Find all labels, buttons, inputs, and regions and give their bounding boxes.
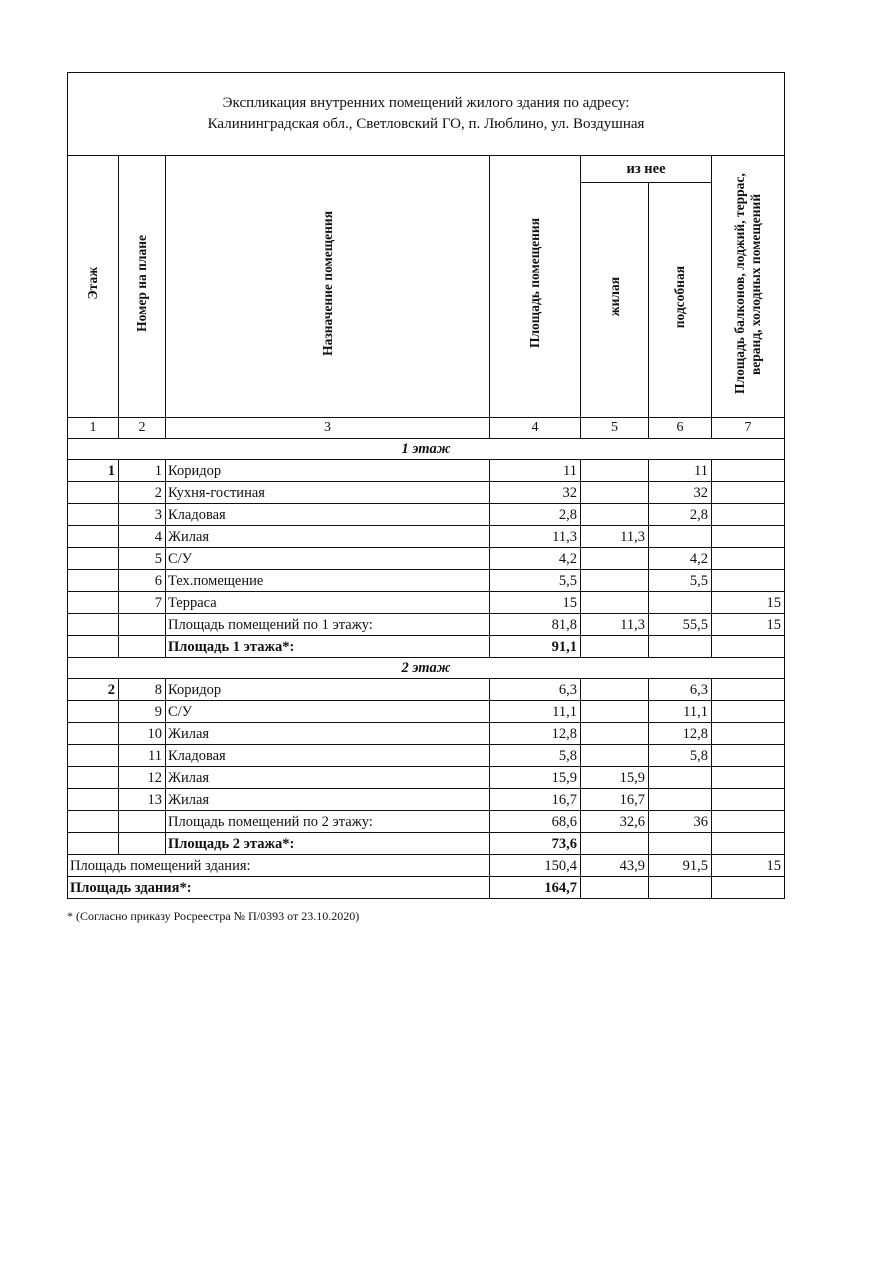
floor-number — [68, 701, 119, 723]
room-aux-area: 6,3 — [649, 679, 712, 701]
room-area: 32 — [490, 482, 581, 504]
header-area: Площадь помещения — [490, 156, 581, 418]
room-aux-area — [649, 526, 712, 548]
room-balcony-area — [712, 460, 785, 482]
room-purpose: С/У — [166, 548, 490, 570]
room-area: 15,9 — [490, 767, 581, 789]
room-area: 12,8 — [490, 723, 581, 745]
room-area: 2,8 — [490, 504, 581, 526]
column-numbers-row — [68, 418, 785, 439]
floor-number — [68, 526, 119, 548]
room-purpose: Жилая — [166, 767, 490, 789]
room-row — [68, 701, 785, 723]
room-balcony-area: 15 — [712, 592, 785, 614]
room-row — [68, 745, 785, 767]
room-row — [68, 570, 785, 592]
col-number: 1 — [68, 418, 119, 439]
total-label: Площадь 1 этажа*: — [166, 636, 490, 658]
room-number: 3 — [119, 504, 166, 526]
building-rooms-area: 150,4 — [490, 855, 581, 877]
floor-number — [68, 723, 119, 745]
header-floor: Этаж — [68, 156, 119, 418]
floor-1-subtotal-row — [68, 614, 785, 636]
floor-1-rows — [68, 460, 785, 614]
room-area: 6,3 — [490, 679, 581, 701]
room-living-area: 15,9 — [581, 767, 649, 789]
room-living-area — [581, 548, 649, 570]
room-area: 4,2 — [490, 548, 581, 570]
building-rooms-living: 43,9 — [581, 855, 649, 877]
room-number: 9 — [119, 701, 166, 723]
room-row — [68, 460, 785, 482]
room-balcony-area — [712, 767, 785, 789]
room-row — [68, 592, 785, 614]
building-rooms-label: Площадь помещений здания: — [68, 855, 490, 877]
floor-number — [68, 767, 119, 789]
room-number: 1 — [119, 460, 166, 482]
room-area: 16,7 — [490, 789, 581, 811]
subtotal-aux: 55,5 — [649, 614, 712, 636]
room-number: 11 — [119, 745, 166, 767]
room-balcony-area — [712, 745, 785, 767]
room-number: 2 — [119, 482, 166, 504]
room-purpose: Тех.помещение — [166, 570, 490, 592]
header-plan-no: Номер на плане — [119, 156, 166, 418]
room-aux-area: 11 — [649, 460, 712, 482]
floor-number — [68, 789, 119, 811]
room-number: 7 — [119, 592, 166, 614]
room-row — [68, 679, 785, 701]
subtotal-balcony: 15 — [712, 614, 785, 636]
room-number: 6 — [119, 570, 166, 592]
room-row — [68, 526, 785, 548]
building-total-row — [68, 877, 785, 899]
floor-number — [68, 504, 119, 526]
room-balcony-area — [712, 504, 785, 526]
floor-number — [68, 570, 119, 592]
floor-number — [68, 482, 119, 504]
floor-number: 1 — [68, 460, 119, 482]
col-number: 4 — [490, 418, 581, 439]
room-aux-area: 11,1 — [649, 701, 712, 723]
room-living-area — [581, 592, 649, 614]
room-purpose: Коридор — [166, 460, 490, 482]
room-balcony-area — [712, 570, 785, 592]
title-line-1: Экспликация внутренних помещений жилого здания по адресу: — [222, 95, 630, 111]
building-total-label: Площадь здания*: — [68, 877, 490, 899]
room-living-area — [581, 723, 649, 745]
room-balcony-area — [712, 526, 785, 548]
building-rooms-balcony: 15 — [712, 855, 785, 877]
subtotal-area: 68,6 — [490, 811, 581, 833]
room-balcony-area — [712, 723, 785, 745]
room-area: 5,8 — [490, 745, 581, 767]
room-number: 10 — [119, 723, 166, 745]
building-rooms-row — [68, 855, 785, 877]
header-purpose: Назначение помещения — [166, 156, 490, 418]
room-row — [68, 723, 785, 745]
room-aux-area: 12,8 — [649, 723, 712, 745]
room-living-area — [581, 745, 649, 767]
subtotal-label: Площадь помещений по 2 этажу: — [166, 811, 490, 833]
room-aux-area: 5,8 — [649, 745, 712, 767]
floor-2-heading: 2 этаж — [68, 658, 785, 679]
room-purpose: Жилая — [166, 723, 490, 745]
room-balcony-area — [712, 701, 785, 723]
room-area: 15 — [490, 592, 581, 614]
subtotal-area: 81,8 — [490, 614, 581, 636]
room-aux-area — [649, 789, 712, 811]
room-balcony-area — [712, 679, 785, 701]
room-row — [68, 482, 785, 504]
room-number: 5 — [119, 548, 166, 570]
room-aux-area: 4,2 — [649, 548, 712, 570]
room-row — [68, 767, 785, 789]
room-area: 11,1 — [490, 701, 581, 723]
subtotal-aux: 36 — [649, 811, 712, 833]
room-balcony-area — [712, 482, 785, 504]
room-aux-area — [649, 767, 712, 789]
room-purpose: Терраса — [166, 592, 490, 614]
document-title — [68, 73, 785, 156]
room-purpose: Кухня-гостиная — [166, 482, 490, 504]
floor-number: 2 — [68, 679, 119, 701]
room-area: 11,3 — [490, 526, 581, 548]
room-living-area: 16,7 — [581, 789, 649, 811]
room-purpose: Коридор — [166, 679, 490, 701]
room-row — [68, 504, 785, 526]
room-aux-area: 32 — [649, 482, 712, 504]
subtotal-label: Площадь помещений по 1 этажу: — [166, 614, 490, 636]
room-living-area — [581, 504, 649, 526]
room-purpose: Кладовая — [166, 504, 490, 526]
col-number: 2 — [119, 418, 166, 439]
room-purpose: Жилая — [166, 526, 490, 548]
floor-2-subtotal-row — [68, 811, 785, 833]
room-living-area — [581, 570, 649, 592]
room-living-area — [581, 701, 649, 723]
room-area: 5,5 — [490, 570, 581, 592]
floor-number — [68, 745, 119, 767]
room-number: 4 — [119, 526, 166, 548]
floor-number — [68, 548, 119, 570]
col-number: 5 — [581, 418, 649, 439]
room-balcony-area — [712, 789, 785, 811]
floor-number — [68, 592, 119, 614]
room-aux-area: 5,5 — [649, 570, 712, 592]
header-auxiliary: подсобная — [649, 183, 712, 418]
total-area: 91,1 — [490, 636, 581, 658]
room-row — [68, 789, 785, 811]
subtotal-living: 11,3 — [581, 614, 649, 636]
building-total-area: 164,7 — [490, 877, 581, 899]
floor-2-rows — [68, 679, 785, 811]
col-number: 3 — [166, 418, 490, 439]
header-balcony: Площадь балконов, лоджий, террас, веранд, холодных помещений — [712, 156, 785, 418]
col-number: 6 — [649, 418, 712, 439]
header-living: жилая — [581, 183, 649, 418]
total-area: 73,6 — [490, 833, 581, 855]
room-number: 12 — [119, 767, 166, 789]
subtotal-balcony — [712, 811, 785, 833]
header-of-which: из нее — [581, 156, 712, 183]
room-number: 13 — [119, 789, 166, 811]
room-purpose: С/У — [166, 701, 490, 723]
room-living-area — [581, 679, 649, 701]
room-balcony-area — [712, 548, 785, 570]
room-living-area — [581, 482, 649, 504]
building-rooms-aux: 91,5 — [649, 855, 712, 877]
total-label: Площадь 2 этажа*: — [166, 833, 490, 855]
room-purpose: Жилая — [166, 789, 490, 811]
col-number: 7 — [712, 418, 785, 439]
floor-1-total-row — [68, 636, 785, 658]
room-living-area — [581, 460, 649, 482]
room-aux-area — [649, 592, 712, 614]
explication-table — [67, 72, 785, 899]
footnote: * (Согласно приказу Росреестра № П/0393 от 23.10.2020) — [67, 909, 360, 923]
room-row — [68, 548, 785, 570]
title-line-2: Калининградская обл., Светловский ГО, п. Люблино, ул. Воздушная — [207, 116, 645, 132]
subtotal-living: 32,6 — [581, 811, 649, 833]
room-living-area: 11,3 — [581, 526, 649, 548]
room-number: 8 — [119, 679, 166, 701]
room-area: 11 — [490, 460, 581, 482]
floor-1-heading: 1 этаж — [68, 439, 785, 460]
room-aux-area: 2,8 — [649, 504, 712, 526]
room-purpose: Кладовая — [166, 745, 490, 767]
floor-2-total-row — [68, 833, 785, 855]
